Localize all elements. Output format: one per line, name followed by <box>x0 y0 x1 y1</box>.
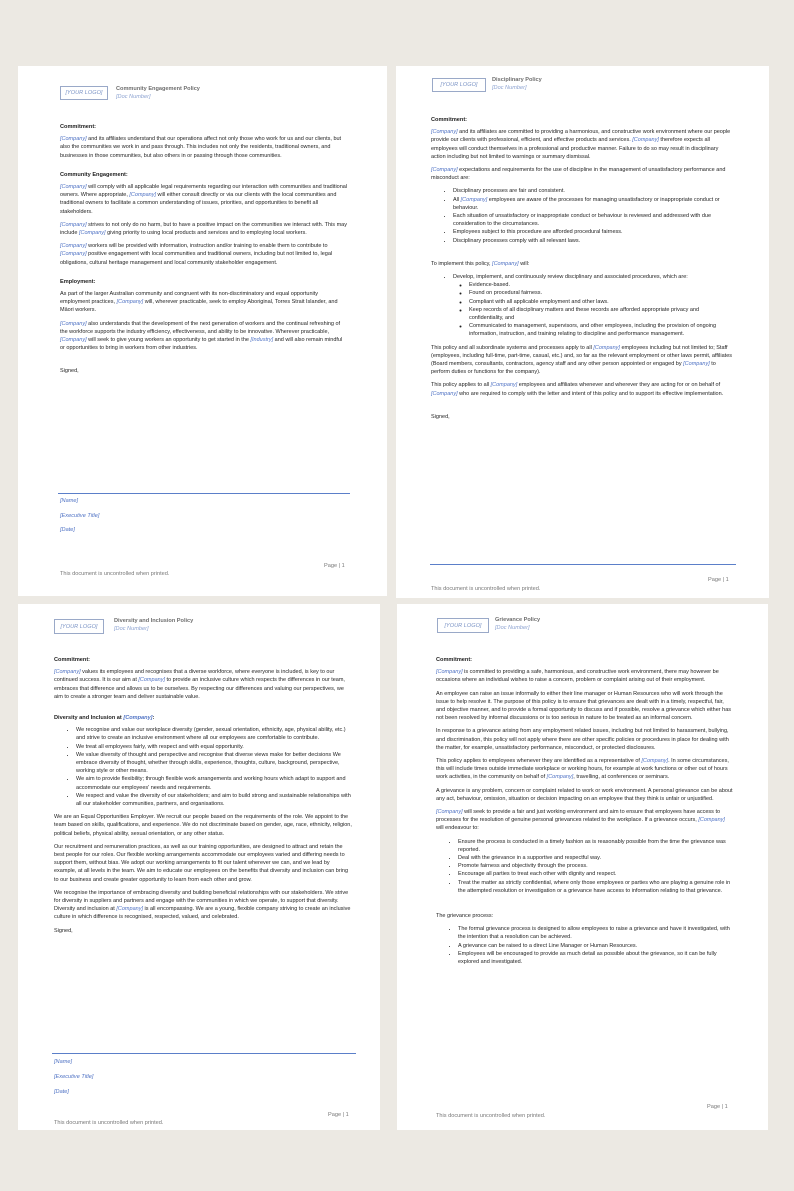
process-label: The grievance process: <box>436 913 494 920</box>
signed-label: Signed, <box>431 413 450 420</box>
paragraph <box>54 668 352 701</box>
text: is committed to providing a safe, harmonious, and constructive work environment, there may however be occasions where an individual wishes to raise a concern, problem or complaint arising out of their employment. <box>436 669 719 684</box>
logo-placeholder: [YOUR LOGO] <box>60 86 108 100</box>
signature-title: [Executive Title] <box>54 1074 94 1080</box>
footer-note: This document is uncontrolled when printed. <box>431 586 541 592</box>
paragraph: In response to a grievance arising from any employment related issues, including but not limited to harassment, bullying, and discrimination, this policy will not apply where there are other specific policies or procedures in place for dealing with the matter, for example, unsatisfactory performance, misconduct, or protected disclosures. <box>436 728 729 751</box>
list-item: • We respect and value the diversity of our stakeholders; and aim to build strong and sustainable relationships with all our stakeholder communities, partners, and organisations. <box>76 792 352 808</box>
page-disciplinary <box>396 66 769 598</box>
document-body <box>54 656 352 940</box>
text: This policy applies to all <box>431 382 490 389</box>
paragraph <box>431 128 734 161</box>
sub-list-item: ◦ Compliant with all applicable employment and other laws. <box>469 298 734 306</box>
text: As part of the larger Australian community and congruent with its non-discriminatory and equal opportunity employment practices, <box>60 291 319 306</box>
text: will seek to give young workers an opportunity to get started in the <box>88 337 249 344</box>
text: This policy applies to employees whenever they are identified as a representative of <box>436 758 640 765</box>
list-item: • We treat all employees fairly, with respect and with equal opportunity. <box>76 743 352 751</box>
document-title: Diversity and Inclusion Policy <box>114 618 194 624</box>
sub-list <box>453 281 734 338</box>
document-body <box>60 123 348 381</box>
paragraph <box>60 320 348 353</box>
doc-number: [Doc Number] <box>495 625 530 631</box>
company-placeholder: [Company] <box>632 137 659 144</box>
text: who are required to comply with the letter and intent of this policy and to support its effective implementation. <box>459 390 724 397</box>
text: We recognise the importance of embracing diversity and building beneficial relationships with our stakeholders. We strive for diversity in suppliers and partners and engage with the communities in which we operate, to support that diversity. Diversity and inclusion at <box>54 889 349 913</box>
text: and its affiliates are committed to providing a harmonious, and constructive work environment where our people provide our clients with professional, efficient, and effective products and services. <box>431 129 731 144</box>
list-item: • Promote fairness and objectivity through the process. <box>458 862 734 870</box>
text: to provide an inclusive culture which respects the differences in our team, embraces that difference and allows us to be ourselves. By respecting our differences and valuing our perspectives, we aim to create a stronger team and deliver sustainable value. <box>54 677 345 700</box>
text: employees and affiliates whenever and wherever they are acting for or on behalf of <box>518 382 721 389</box>
company-placeholder: [Company] <box>593 344 620 351</box>
footer-note: This document is uncontrolled when printed. <box>60 571 170 577</box>
company-placeholder: [Company] <box>123 715 153 722</box>
signature-date: [Date] <box>54 1089 69 1095</box>
text: therefore expects all employees will conduct themselves in a professional and productive manner. Failure to do so may result in disciplinary action including but not limited to warnings or summary dismissal. <box>431 137 719 160</box>
page-number: Page | 1 <box>328 1112 349 1118</box>
text: will either consult directly or via our clients with the local communities and traditional owners to facilitate a common understanding of issues, priorities, and opportunities to benefit all stakeholders. <box>60 192 337 215</box>
list-item: • Ensure the process is conducted in a timely fashion as is reasonably possible from the time the grievance was reported. <box>458 838 734 854</box>
paragraph <box>436 808 734 833</box>
company-placeholder: [Company] <box>490 382 518 389</box>
paragraph <box>431 344 734 377</box>
signature-date: [Date] <box>60 527 75 533</box>
list-item: • Employees will be encouraged to provide as much detail as possible about the grievance, so it can be fully explored and investigated. <box>458 950 734 966</box>
text: positive engagement with local communities and traditional owners, including but not limited to, legal obligations, cultural heritage management and local community stakeholder engagement. <box>60 251 333 266</box>
paragraph: We are an Equal Opportunities Employer. We recruit our people based on the requirements of the role. We appoint to the team based on skills, qualifications, and experience. We do not discriminate based on gender, age, race, ethnicity, religion, political beliefs, physical ability, sexual orientation, or any other status. <box>54 814 352 837</box>
heading-commitment: Commitment: <box>54 657 91 663</box>
list-item: • Disciplinary processes are fair and consistent. <box>453 187 734 195</box>
footer-note: This document is uncontrolled when printed. <box>54 1120 164 1126</box>
expectations-list <box>431 187 734 244</box>
document-body <box>436 656 734 971</box>
list-item: • Encourage all parties to treat each other with dignity and respect. <box>458 870 734 878</box>
footer-note: This document is uncontrolled when printed. <box>436 1113 546 1119</box>
text: expectations and requirements for the use of discipline in the management of unsatisfactory performance and misconduct are: <box>431 167 726 182</box>
text: To implement this policy, <box>431 260 491 267</box>
paragraph <box>60 242 348 267</box>
text: will endeavour to: <box>436 825 479 832</box>
paragraph <box>60 221 348 237</box>
text: employees including but not limited to; Staff (employees, including full-time, part-time, casual, etc.) and, so far as the relevant employment or other laws permit, affiliates (Board members, consultants, contractors, agency staff and any other person appointed or engaged by <box>431 344 733 368</box>
company-placeholder: [Company] <box>116 299 144 306</box>
company-placeholder: [Company] <box>460 196 488 203</box>
list-item: • Employees subject to this procedure are afforded procedural fairness. <box>453 228 734 236</box>
paragraph: Our recruitment and remuneration practices, as well as our training opportunities, are designed to attract and retain the best people for our roles. Our flexible working arrangements accommodate our employees varied and differing needs to support them, without bias. We adopt our working arrangements to fit our talent wherever we can, and we lead by example, at all levels in the team. We aim to educate our employees on the benefits that diversity and inclusion can bring to our business and create greater opportunity to learn from each other and grow. <box>54 843 349 883</box>
doc-number: [Doc Number] <box>114 626 149 632</box>
company-placeholder: [Company] <box>431 129 458 136</box>
company-placeholder: [Company] <box>78 230 106 237</box>
signature-line <box>52 1053 356 1054</box>
text: strives to not only do no harm, but to have a positive impact on the communities we interact with. This may include <box>60 221 347 237</box>
paragraph <box>431 381 734 397</box>
signature-line <box>58 493 350 494</box>
text: employees are aware of the processes for managing unsatisfactory or inappropriate conduct or behaviour. <box>453 196 720 211</box>
paragraph: An employee can raise an issue informally to either their line manager or Human Resources who will work through the issue to help resolve it. The purpose of this policy is to ensure that grievances are dealt with in a timely, respectful, fair, and objective manner, and to provide a formal opportunity to discuss and if possible, resolve a grievance which either has not been resolved by informal discussions or is too serious in nature to be treated as an informal concern. <box>436 690 732 722</box>
logo-placeholder: [YOUR LOGO] <box>437 618 489 633</box>
page-number: Page | 1 <box>707 1104 728 1110</box>
company-placeholder: [Company] <box>431 167 458 174</box>
list-item <box>453 196 734 212</box>
logo-placeholder: [YOUR LOGO] <box>54 619 104 634</box>
paragraph <box>54 889 352 922</box>
list-item: • The formal grievance process is designed to allow employees to raise a grievance and have it investigated, with the intention that a resolution can be achieved. <box>458 925 734 941</box>
list-item: • Each situation of unsatisfactory or inappropriate conduct or behaviour is reviewed and addressed with due consideration to the circumstances. <box>453 212 734 228</box>
company-placeholder: [Company] <box>129 192 157 199</box>
heading-commitment: Commitment: <box>431 117 468 123</box>
page-diversity-inclusion <box>18 604 380 1130</box>
company-placeholder: [Company] <box>546 774 574 781</box>
company-placeholder: [Company] <box>138 677 165 684</box>
page-number: Page | 1 <box>708 577 729 583</box>
text: All <box>453 196 460 203</box>
list-item: • We recognise and value our workplace diversity (gender, sexual orientation, ethnicity, age, physical ability, etc.) and strive to create an inclusive environment where all our employees are comfortable to contribute. <box>76 726 352 742</box>
heading-employment: Employment: <box>60 278 96 285</box>
company-placeholder: [Company] <box>54 669 81 676</box>
text: will seek to provide a fair and just working environment and aim to ensure that employees have access to processes for the resolution of genuine personal grievances related to the workplace. If a grievance occurs, <box>436 809 721 824</box>
text: This policy and all subordinate systems and processes apply to all <box>431 344 592 351</box>
company-placeholder: [Company] <box>436 809 463 816</box>
company-placeholder: [Company] <box>492 260 519 267</box>
company-placeholder: [Company] <box>60 243 87 250</box>
paragraph <box>431 166 734 182</box>
list-item: • We value diversity of thought and perspective and recognise that diverse views make for better decisions We embrace diversity of thought, whether through skills, experience, thoughts, culture, background, perspective, working style or other means. <box>76 751 352 776</box>
list-item: • Disciplinary processes comply with all relevant laws. <box>453 237 734 245</box>
signature-title: [Executive Title] <box>60 513 100 519</box>
list-item: • Deal with the grievance in a supportive and respectful way. <box>458 854 734 862</box>
heading-diversity-inclusion: Diversity and Inclusion at [Company]: <box>54 715 155 722</box>
company-placeholder: [Company] <box>641 758 669 765</box>
text: and will also remain mindful or opportunities to bring in workers from other industries. <box>60 337 343 352</box>
text: Develop, implement, and continuously review disciplinary and associated procedures, which are: <box>453 274 688 281</box>
page-grievance <box>397 604 768 1130</box>
text: and its affiliates understand that our operations affect not only those who work for us and our clients, but also the communities we work in and pass through. This includes not only the residents, traditional owners, and businesses in those communities, but also others in or passing through those communities. <box>60 136 342 159</box>
list-item <box>453 273 734 339</box>
sub-list-item: ◦ Found on procedural fairness. <box>469 289 734 297</box>
text: is all encompassing. We are a young, flexible company striving to create an inclusive culture in which difference is recognised, respected, valued, and celebrated. <box>54 906 351 921</box>
company-placeholder: [Company] <box>60 251 87 258</box>
company-placeholder: [Company] <box>60 136 87 143</box>
logo-placeholder: [YOUR LOGO] <box>432 78 486 92</box>
text: giving priority to using local products and services and to employing local workers. <box>107 230 307 237</box>
paragraph <box>431 260 734 268</box>
document-title: Grievance Policy <box>495 617 541 623</box>
paragraph <box>60 135 348 160</box>
company-placeholder: [Company] <box>60 184 87 191</box>
list-item: • Treat the matter as strictly confidential, where only those employees or parties who are playing a genuine role in the attempted resolution or investigation or a grievance have access to information relating to that grievance. <box>458 879 734 895</box>
heading-commitment: Commitment: <box>60 124 97 130</box>
text: workers will be provided with information, instruction and/or training to enable them to contribute to <box>88 243 328 250</box>
company-placeholder: [Company] <box>698 817 725 824</box>
sub-list-item: ◦ Keep records of all disciplinary matters and these records are afforded appropriate privacy and confidentiality, and <box>469 306 734 322</box>
signature-line <box>430 564 736 565</box>
grievance-process-list <box>436 925 734 966</box>
sub-list-item: ◦ Communicated to management, supervisors, and other employees, including the provision of ongoing information, instruction, and training relating to discipline and performance management. <box>469 322 734 338</box>
paragraph <box>436 668 734 684</box>
text: will, wherever practicable, seek to employ Aboriginal, Torres Strait Islander, and Māori workers. <box>60 299 338 314</box>
grievance-commitments-list <box>436 838 734 895</box>
signed-label: Signed, <box>54 927 73 934</box>
text: will: <box>520 260 530 267</box>
heading-community-engagement: Community Engagement: <box>60 171 128 178</box>
implementation-list <box>431 273 734 339</box>
paragraph <box>60 290 348 315</box>
industry-placeholder: [Industry] <box>250 337 274 344</box>
document-body <box>431 116 734 426</box>
paragraph <box>60 183 348 216</box>
sub-list-item: ◦ Evidence-based. <box>469 281 734 289</box>
text: will comply with all applicable legal requirements regarding our interaction with communities and traditional owners. Where appropriate, <box>60 184 348 199</box>
diversity-list <box>54 726 352 808</box>
text: also understands that the development of the next generation of workers and the continual refreshing of the workforce supports the industry efficiency, effectiveness, and ability to be innovative. Wherever practicable, <box>60 320 341 335</box>
text: values its employees and recognises that a diverse workforce, where everyone is included, is key to our continued success. It is our aim at <box>54 669 335 684</box>
doc-number: [Doc Number] <box>492 85 527 91</box>
company-placeholder: [Company] <box>431 390 458 397</box>
company-placeholder: [Company] <box>436 669 463 676</box>
signature-name: [Name] <box>54 1059 73 1065</box>
company-placeholder: [Company] <box>116 906 143 913</box>
company-placeholder: [Company] <box>60 221 87 228</box>
text: Diversity and Inclusion at <box>54 715 122 722</box>
doc-number: [Doc Number] <box>116 94 151 100</box>
list-item: • We aim to provide flexibility; through flexible work arrangements and working hours which adapt to support and accommodate our employees' needs and requirements. <box>76 775 352 791</box>
paragraph: This policy applies to employees whenever they are identified as a representative of [Company]. In some circumstances, this will include times outside immediate workplace or working hours, for example at work functions or other out of hours work activities, in the community on behalf of [Company], travelling, at conferences or seminars. <box>436 758 729 781</box>
signed-label: Signed, <box>60 368 79 375</box>
list-item: • A grievance can be raised to a direct Line Manager or Human Resources. <box>458 942 734 950</box>
company-placeholder: [Company] <box>683 361 710 368</box>
document-title: Disciplinary Policy <box>492 77 542 83</box>
heading-commitment: Commitment: <box>436 657 473 663</box>
company-placeholder: [Company] <box>60 337 87 344</box>
page-number: Page | 1 <box>324 563 345 569</box>
paragraph: A grievance is any problem, concern or complaint related to work or work environment. A personal grievance can be about any act, behaviour, omission, situation or decision impacting on an employee that they think is unfair or unjustified. <box>436 787 733 802</box>
text: to perform duties or functions for the company). <box>431 361 716 376</box>
document-title: Community Engagement Policy <box>116 86 200 92</box>
text: , travelling, at conferences or seminars. <box>573 774 670 781</box>
page-community-engagement <box>18 66 387 596</box>
text: In some circumstances, this will include times outside immediate workplace or working hours, for example at work functions or other out of hours work activities, in the community on behalf of <box>436 758 729 781</box>
signature-name: [Name] <box>60 498 79 504</box>
company-placeholder: [Company] <box>60 320 87 327</box>
